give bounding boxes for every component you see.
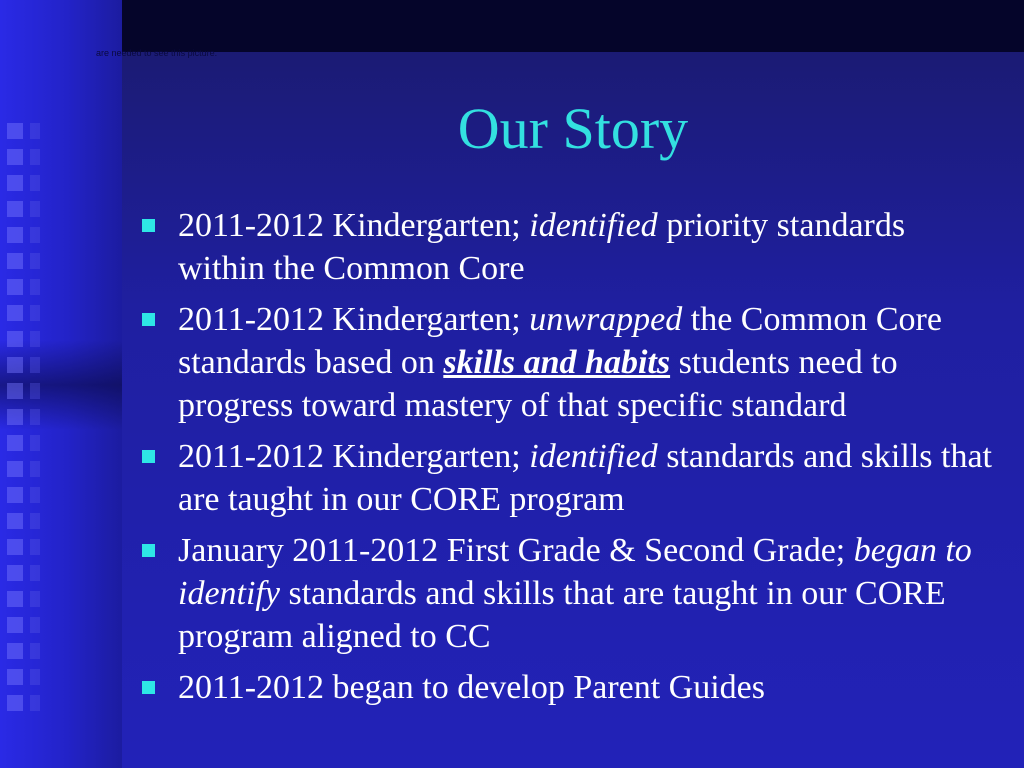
bullet-item: [140, 666, 1000, 709]
missing-picture-note: are needed to see this picture.: [96, 48, 218, 58]
bullet-text: standards and skills that are taught in our CORE program aligned to CC: [178, 575, 946, 655]
bullet-emphasis: began to identify: [178, 532, 972, 612]
bullet-text: 2011-2012 Kindergarten;: [178, 207, 530, 244]
bullet-text: priority standards within the Common Core: [178, 207, 906, 287]
bullet-emphasis: unwrapped: [529, 301, 683, 338]
bullet-text: the Common Core standards based on: [178, 301, 942, 381]
square-bullet-icon: [142, 313, 155, 326]
bullet-item: [140, 204, 1000, 290]
bullet-text: 2011-2012 Kindergarten;: [178, 438, 530, 475]
bullet-text: students need to progress toward mastery of that specific standard: [178, 344, 898, 424]
bullet-strong-emphasis: skills and habits: [443, 344, 671, 381]
bullet-item: [140, 529, 1000, 658]
bullet-item: [140, 435, 1000, 521]
bullet-emphasis: identified: [529, 207, 658, 244]
bullet-text: January 2011-2012 First Grade & Second Grade;: [178, 532, 854, 569]
bullet-emphasis: identified: [529, 438, 658, 475]
bullet-text: 2011-2012 began to develop Parent Guides: [178, 669, 765, 706]
decorative-squares: [0, 118, 40, 716]
bullet-text: standards and skills that are taught in our CORE program: [178, 438, 992, 518]
bullet-item: [140, 298, 1000, 427]
square-bullet-icon: [142, 219, 155, 232]
top-dark-band: [122, 0, 1024, 52]
square-bullet-icon: [142, 544, 155, 557]
bullet-list: [140, 204, 1000, 717]
slide-title: Our Story: [457, 96, 689, 161]
bullet-text: 2011-2012 Kindergarten;: [178, 301, 530, 338]
square-bullet-icon: [142, 681, 155, 694]
square-bullet-icon: [142, 450, 155, 463]
